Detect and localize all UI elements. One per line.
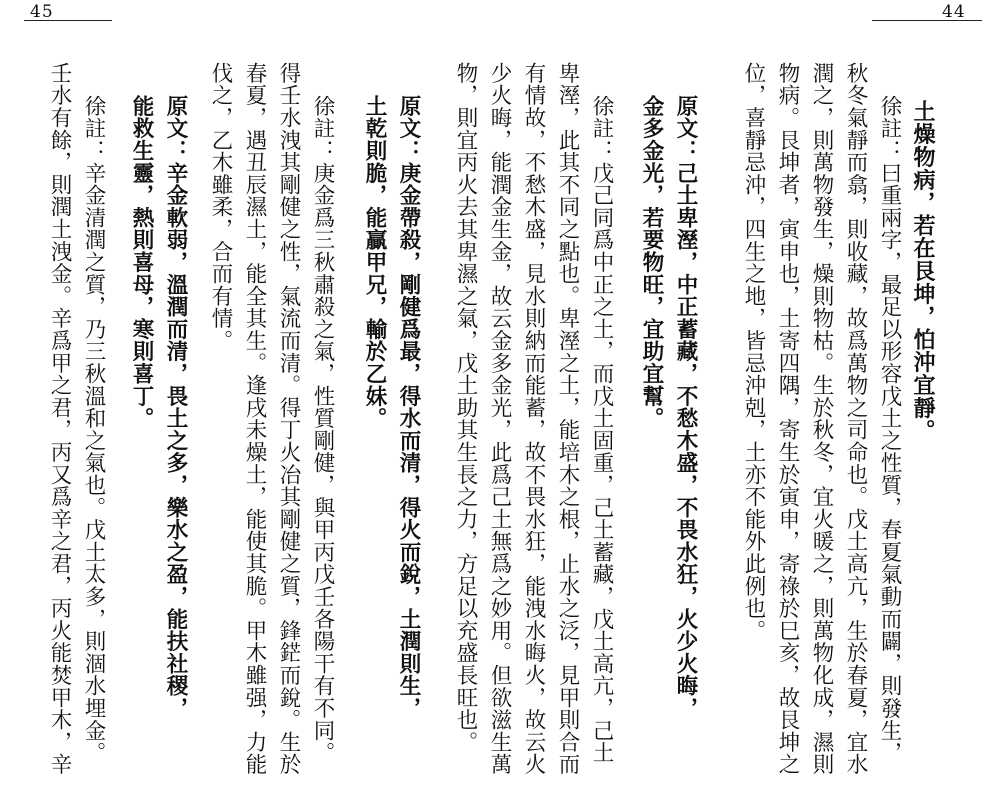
commentary-line: 有情故，不愁木盛，見水則納而能蓄，故不畏水狂，能洩水晦火，故云火 xyxy=(521,62,546,776)
commentary-line: 徐註：辛金清潤之質，乃三秋溫和之氣也。戊土太多，則涸水埋金。 xyxy=(81,95,106,764)
commentary-line: 徐註：曰重兩字，最足以形容戊土之性質，春夏氣動而闢，則發生， xyxy=(877,95,902,764)
commentary-line: 少火晦，能潤金生金，故云金多金光，此爲己土無爲之妙用。但欲滋生萬 xyxy=(487,62,512,776)
commentary-line: 得壬水洩其剛健之性，氣流而清。得丁火冶其剛健之質，鋒鋩而銳。生於 xyxy=(276,62,301,776)
commentary-line: 秋冬氣靜而翕，則收藏，故爲萬物之司命也。戊土高亢，生於春夏，宜水 xyxy=(843,62,868,776)
commentary-line: 壬水有餘，則潤土洩金。辛爲甲之君，丙又爲辛之君，丙火能焚甲木，辛 xyxy=(47,62,72,776)
commentary-line: 物病。艮坤者，寅申也，土寄四隅，寄生於寅申，寄祿於巳亥，故艮坤之 xyxy=(775,62,800,776)
header-rule-left xyxy=(24,20,112,21)
original-text-continued: 能救生靈，熱則喜母，寒則喜丁。 xyxy=(129,95,154,430)
commentary-line: 徐註：戊己同爲中正之土，而戊土固重，己土蓄藏，戊土高亢，己土 xyxy=(589,95,614,764)
commentary-line: 伐之，乙木雖柔，合而有情。 xyxy=(208,62,233,352)
commentary-line: 春夏，遇丑辰濕土，能全其生。逢戌未燥土，能使其脆。甲木雖强，力能 xyxy=(242,62,267,776)
commentary-line: 物，則宜丙火去其卑濕之氣，戊土助其生長之力，方足以充盛長旺也。 xyxy=(453,62,478,754)
original-text: 原文：己土卑溼，中正蓄藏，不愁木盛，不畏水狂，火少火晦， xyxy=(673,95,698,720)
section-heading: 土燥物病，若在艮坤，怕沖宜靜。 xyxy=(910,100,936,442)
original-text-continued: 金多金光，若要物旺，宜助宜幫。 xyxy=(639,95,664,430)
original-text: 原文：辛金軟弱，溫潤而清，畏土之多，樂水之盈，能扶社稷， xyxy=(163,95,188,720)
commentary-line: 徐註：庚金爲三秋肅殺之氣，性質剛健，與甲丙戊壬各陽干有不同。 xyxy=(310,95,335,764)
commentary-line: 位，喜靜忌沖，四生之地，皆忌沖剋，土亦不能外此例也。 xyxy=(741,62,766,642)
header-rule-right xyxy=(872,20,982,21)
commentary-line: 卑溼，此其不同之點也。卑溼之土，能培木之根，止水之泛，見甲則合而 xyxy=(555,62,580,776)
original-text-continued: 土乾則脆，能贏甲兄，輸於乙妹。 xyxy=(362,95,387,430)
page-number-left: 45 xyxy=(30,2,54,22)
page-number-right: 44 xyxy=(942,2,966,22)
commentary-line: 潤之，則萬物發生，燥則物枯。生於秋冬，宜火暖之，則萬物化成，濕則 xyxy=(809,62,834,776)
original-text: 原文：庚金帶殺，剛健爲最，得水而清，得火而銳，土潤則生， xyxy=(396,95,421,720)
